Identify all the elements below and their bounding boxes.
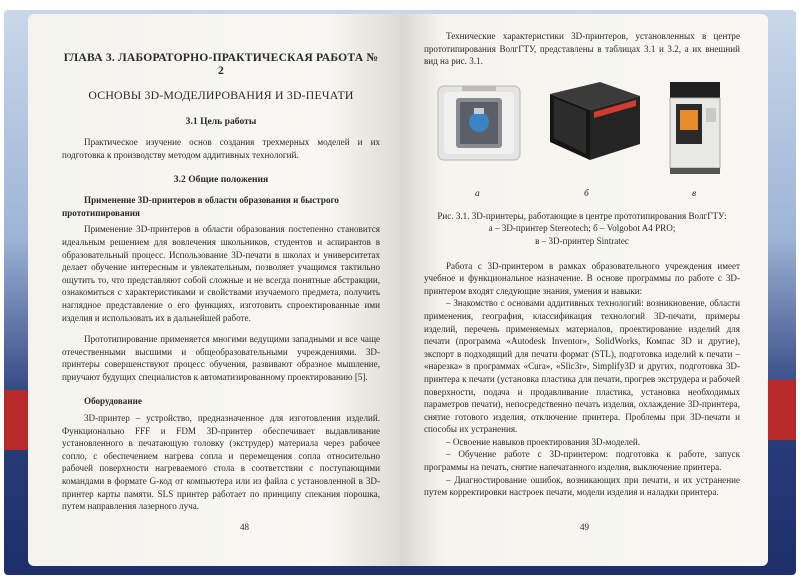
printer-volgobot-image — [536, 76, 646, 166]
caption-line-3: в – 3D-принтер Sintratec — [535, 235, 629, 246]
printer-sintratec-image — [660, 78, 730, 178]
bullet-3d-modeling: – Освоение навыков проектирования 3D-моделей. — [446, 436, 641, 447]
subheading-equipment: Оборудование — [84, 396, 142, 407]
left-page-content — [62, 52, 380, 513]
section-heading-3-1: 3.1 Цель работы — [185, 115, 257, 127]
chapter-subtitle: ОСНОВЫ 3D-МОДЕЛИРОВАНИЯ И 3D-ПЕЧАТИ — [88, 88, 354, 103]
paragraph-program: Работа с 3D-принтером в рамках образовательного учреждения имеет учебное и функциональное назначение. В основе программы по работе с 3D-принтером входят следующие знания, умения и навыки: — [424, 260, 740, 296]
page-number-left: 48 — [240, 522, 249, 532]
left-page — [28, 14, 400, 566]
bullet-diagnostics: – Диагностирование ошибок, возникающих при печати, и их устранение путем корректировки настроек печати, модели изделия и наладки принтера. — [424, 474, 740, 498]
caption-line-1: Рис. 3.1. 3D-принтеры, работающие в центре прототипирования ВолгГТУ: — [437, 210, 727, 221]
section-heading-3-2: 3.2 Общие положения — [173, 173, 269, 185]
caption-line-2: а – 3D-принтер Stereotech; б – Volgobot A4 PRO; — [488, 223, 676, 234]
subheading-application: Применение 3D-принтеров в области образования и быстрого прототипирования — [62, 195, 339, 218]
figure-3-1 — [424, 76, 740, 206]
fig-label-c: в — [692, 188, 697, 199]
right-page-content — [424, 30, 740, 499]
fig-label-a: а — [475, 188, 480, 199]
printer-stereotech-image — [434, 80, 526, 164]
intro-paragraph: Технические характеристики 3D-принтеров, установленных в центре прототипирования ВолгГТУ, представлены в таблицах 3.1 и 3.2, а их внешний вид на рис. 3.1. — [424, 31, 740, 67]
goal-paragraph: Практическое изучение основ создания трехмерных моделей и их подготовка к производству методом аддитивных технологий. — [62, 137, 380, 160]
figure-caption — [424, 210, 740, 248]
cover-red-stripe-right — [766, 380, 796, 440]
paragraph-application: Применение 3D-принтеров в области образования постепенно становится идеальным решением для вовлечения школьников, студентов и аспирантов в образовательный процесс. Использование 3D-печати в школах и университетах делает обучение интересным и увлекательным, позволяет учащимся тактильно ощутить то, что представляют собой сложные и не всегда понятные абстракции, ознакомиться с характеристиками и свойствами изучаемого предмета, получить наглядное представление о его функциях, изготовить спроектированные ими изделия и использовать их в дальнейшей работе. — [62, 224, 380, 323]
paragraph-prototyping: Прототипирование применяется многими ведущими западными и все чаще отечественными высшими и общеобразовательными учреждениями. 3D-принтеры совершенствуют процесс обучения, развивают образное мышление, приучают будущих специалистов к автоматизированному проектированию [5]. — [62, 334, 380, 382]
bullet-additive-basics: – Знакомство с основами аддитивных технологий: возникновение, области применения, география, классификация технологий 3D-печати, примеры изделий, перечень применяемых материалов, проектирование изделий для печати (программа «Autodesk Inventor», SolidWorks, Компас 3D и другие), экспорт в подходящий для печати формат (STL), подготовка изделий к печати – «нарезка» в программах «Cura», «Slic3r», Simplify3D и других, подготовка 3D-принтера к печати (установка пластика для печати, прогрев экструдера и рабочей поверхности, подача и продавливание пластика, установка необходимых параметров печати), непосредственно печать изделия, охлаждение 3D-принтера, снятие готового изделия, отключение принтера. Проблемы при 3D-печати и способы их устранения. — [424, 298, 740, 435]
fig-label-b: б — [584, 188, 589, 199]
paragraph-equipment: 3D-принтер – устройство, предназначенное для изготовления изделий. Функционально FFF и FDM 3D-принтер обеспечивает выдавливание установленного в печатающую головку (экструдер) материала через рабочее сопло, с обеспечением нагрева сопла и перемещения сопла относительно рабочей поверхности нагреваемого стола в соответствии с поступающими командами в формате G-код от компьютера или из файла с установленной в 3D-принтер карты памяти. SLS принтер работает по принципу спекания порошка, путем направления лазерного луча. — [62, 413, 380, 512]
bullet-printer-training: – Обучение работе с 3D-принтером: подготовка к работе, запуск программы на печать, снятие напечатанного изделия, выключение принтера. — [424, 449, 740, 473]
page-number-right: 49 — [580, 522, 589, 532]
chapter-title: ГЛАВА 3. ЛАБОРАТОРНО-ПРАКТИЧЕСКАЯ РАБОТА № 2 — [63, 51, 379, 77]
right-page — [400, 14, 768, 566]
